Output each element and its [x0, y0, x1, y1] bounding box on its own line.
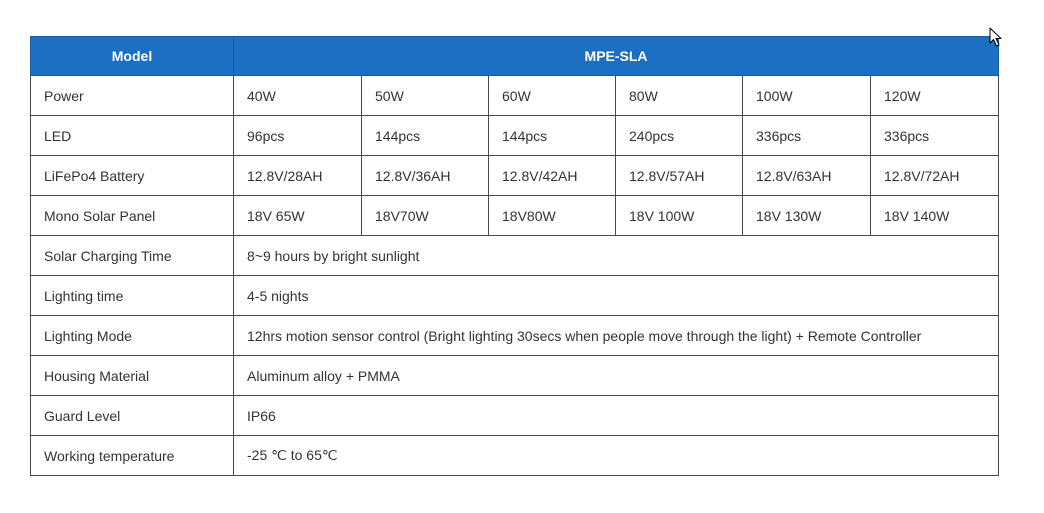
spec-table — [30, 36, 999, 476]
row-label: Lighting time — [31, 276, 234, 316]
table-row — [31, 236, 999, 276]
table-cell: 336pcs — [743, 116, 871, 156]
table-cell: -25 ℃ to 65℃ — [234, 436, 999, 476]
table-cell: 18V 140W — [871, 196, 999, 236]
row-label: Mono Solar Panel — [31, 196, 234, 236]
table-cell: 40W — [234, 76, 362, 116]
table-cell: 240pcs — [616, 116, 743, 156]
table-cell: 336pcs — [871, 116, 999, 156]
table-cell: 18V 130W — [743, 196, 871, 236]
table-cell: 12hrs motion sensor control (Bright lighting 30secs when people move through the light) + Remote Controller — [234, 316, 999, 356]
table-cell: 80W — [616, 76, 743, 116]
row-label: LiFePo4 Battery — [31, 156, 234, 196]
table-row — [31, 276, 999, 316]
table-cell: 12.8V/42AH — [489, 156, 616, 196]
table-cell: 18V 65W — [234, 196, 362, 236]
table-cell: 12.8V/72AH — [871, 156, 999, 196]
row-label: Power — [31, 76, 234, 116]
table-row — [31, 116, 999, 156]
table-cell: 96pcs — [234, 116, 362, 156]
table-cell: 18V80W — [489, 196, 616, 236]
table-cell: 12.8V/63AH — [743, 156, 871, 196]
table-row — [31, 76, 999, 116]
table-row — [31, 436, 999, 476]
table-cell: 100W — [743, 76, 871, 116]
row-label: Lighting Mode — [31, 316, 234, 356]
table-row — [31, 156, 999, 196]
mouse-pointer-icon — [989, 27, 1003, 47]
table-cell: IP66 — [234, 396, 999, 436]
table-cell: 144pcs — [489, 116, 616, 156]
spec-table-container — [30, 36, 998, 476]
table-cell: 144pcs — [362, 116, 489, 156]
table-cell: 8~9 hours by bright sunlight — [234, 236, 999, 276]
table-row — [31, 196, 999, 236]
row-label: Solar Charging Time — [31, 236, 234, 276]
table-cell: Aluminum alloy + PMMA — [234, 356, 999, 396]
table-cell: 18V70W — [362, 196, 489, 236]
table-cell: 12.8V/57AH — [616, 156, 743, 196]
model-header: Model — [31, 37, 234, 76]
table-cell: 50W — [362, 76, 489, 116]
table-row — [31, 396, 999, 436]
table-cell: 120W — [871, 76, 999, 116]
row-label: LED — [31, 116, 234, 156]
table-row — [31, 316, 999, 356]
table-cell: 18V 100W — [616, 196, 743, 236]
header-row — [31, 37, 999, 76]
row-label: Housing Material — [31, 356, 234, 396]
table-cell: 12.8V/36AH — [362, 156, 489, 196]
table-cell: 4-5 nights — [234, 276, 999, 316]
row-label: Working temperature — [31, 436, 234, 476]
table-row — [31, 356, 999, 396]
series-header: MPE-SLA — [234, 37, 999, 76]
row-label: Guard Level — [31, 396, 234, 436]
table-cell: 12.8V/28AH — [234, 156, 362, 196]
table-cell: 60W — [489, 76, 616, 116]
